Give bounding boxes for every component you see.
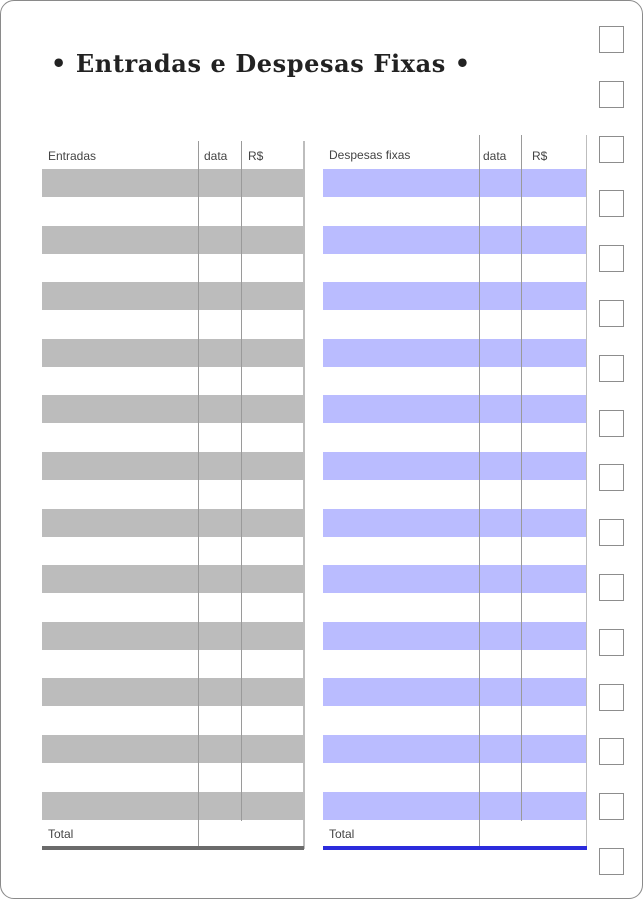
table-row xyxy=(42,226,304,254)
table-row xyxy=(323,169,587,197)
table-row xyxy=(42,169,304,197)
income-amount-column-divider xyxy=(241,141,242,821)
checkbox[interactable] xyxy=(599,355,624,382)
table-row xyxy=(323,339,587,367)
income-total-underline xyxy=(42,846,304,850)
income-total-label: Total xyxy=(48,827,74,841)
table-row xyxy=(323,395,587,423)
expense-table-header xyxy=(323,141,587,169)
expense-table xyxy=(323,141,587,853)
table-row xyxy=(42,395,304,423)
table-row xyxy=(42,452,304,480)
checkbox[interactable] xyxy=(599,190,624,217)
checkbox[interactable] xyxy=(599,464,624,491)
table-row xyxy=(323,452,587,480)
expense-amount-column-header: R$ xyxy=(532,149,548,163)
checkbox[interactable] xyxy=(599,519,624,546)
table-row xyxy=(323,792,587,820)
checkbox[interactable] xyxy=(599,629,624,656)
expense-item-column-header: Despesas fixas xyxy=(329,148,411,162)
income-table-header xyxy=(42,141,304,169)
table-row xyxy=(42,678,304,706)
checkbox[interactable] xyxy=(599,574,624,601)
checkbox[interactable] xyxy=(599,26,624,53)
table-row xyxy=(42,735,304,763)
table-row xyxy=(42,622,304,650)
table-row xyxy=(323,565,587,593)
table-row xyxy=(42,509,304,537)
table-row xyxy=(323,622,587,650)
table-row xyxy=(42,282,304,310)
expense-date-column-divider xyxy=(479,135,480,849)
table-row xyxy=(42,565,304,593)
income-date-column-divider xyxy=(198,141,199,849)
checkbox[interactable] xyxy=(599,793,624,820)
checkbox[interactable] xyxy=(599,410,624,437)
expense-amount-column-divider xyxy=(521,135,522,821)
income-amount-column-header: R$ xyxy=(248,149,264,163)
table-row xyxy=(323,226,587,254)
checkbox[interactable] xyxy=(599,136,624,163)
table-row xyxy=(323,282,587,310)
table-row xyxy=(323,509,587,537)
expense-total-underline xyxy=(323,846,587,850)
checkbox[interactable] xyxy=(599,300,624,327)
expense-table-left-border xyxy=(304,141,305,849)
table-row xyxy=(323,678,587,706)
checkbox[interactable] xyxy=(599,738,624,765)
table-row xyxy=(323,735,587,763)
expense-total-label: Total xyxy=(329,827,355,841)
income-table xyxy=(42,141,304,853)
table-row xyxy=(42,339,304,367)
checkbox[interactable] xyxy=(599,684,624,711)
expense-date-column-header: data xyxy=(483,149,507,163)
checkbox[interactable] xyxy=(599,81,624,108)
page-title: • Entradas e Despesas Fixas • xyxy=(51,49,471,78)
income-item-column-header: Entradas xyxy=(48,149,97,163)
table-row xyxy=(42,792,304,820)
income-date-column-header: data xyxy=(204,149,228,163)
expense-table-right-border xyxy=(586,135,587,849)
checkbox[interactable] xyxy=(599,848,624,875)
checkbox[interactable] xyxy=(599,245,624,272)
